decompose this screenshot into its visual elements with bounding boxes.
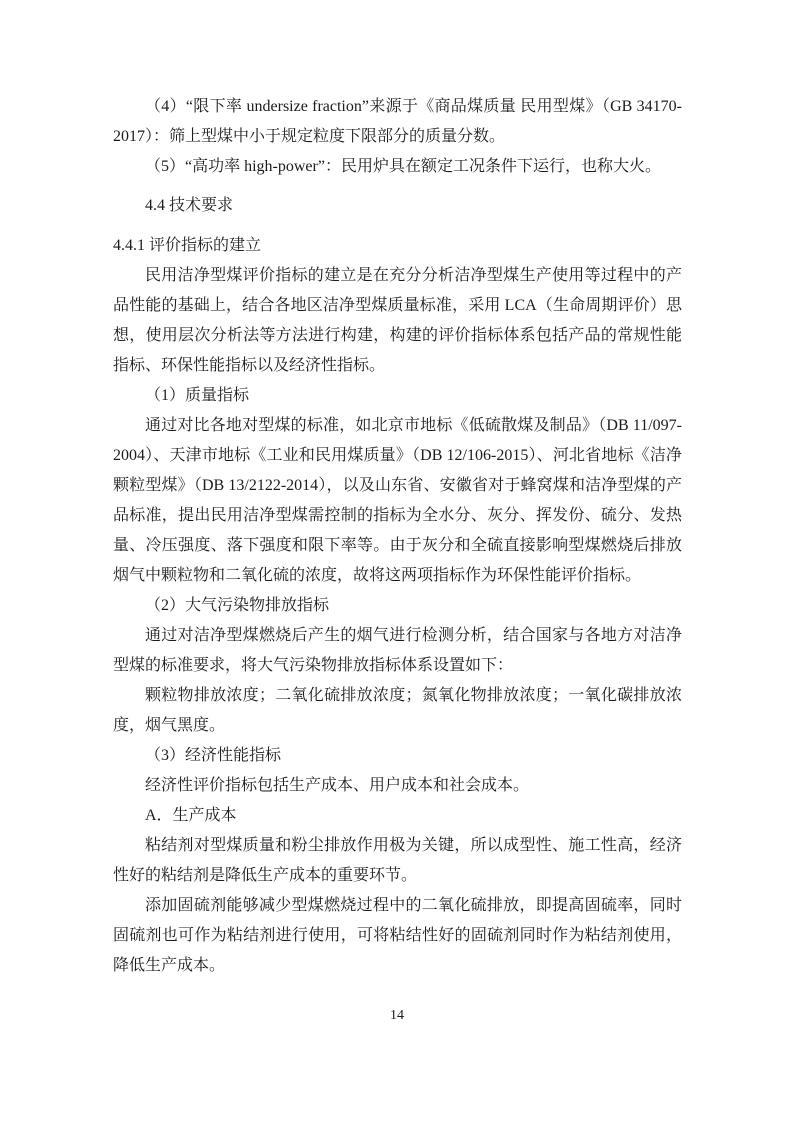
paragraph-quality-standards: 通过对比各地对型煤的标准，如北京市地标《低硫散煤及制品》（DB 11/097-2004）、天津市地标《工业和民用煤质量》（DB 12/106-2015）、河北省地标《洁净颗粒型煤》（DB 13/2122-2014），以及山东省、安徽省对于蜂窝煤和洁净型煤的产品标准，提出民用洁净型煤需控制的指标为全水分、灰分、挥发份、硫分、发热量、冷压强度、落下强度和限下率等。由于灰分和全硫直接影响型煤燃烧后排放烟气中颗粒物和二氧化硫的浓度，故将这两项指标作为环保性能评价指标。 [113, 417, 682, 584]
paragraph-emission-analysis: 通过对洁净型煤燃烧后产生的烟气进行检测分析，结合国家与各地方对洁净型煤的标准要求，将大气污染物排放指标体系设置如下： [113, 627, 682, 674]
page-number: 14 [390, 1008, 404, 1023]
paragraph-binder: 粘结剂对型煤质量和粉尘排放作用极为关键，所以成型性、施工性高，经济性好的粘结剂是降低生产成本的重要环节。 [113, 837, 682, 884]
paragraph-sulfur-fixing-agent: 添加固硫剂能够减少型煤燃烧过程中的二氧化硫排放，即提高固硫率，同时固硫剂也可作为粘结剂进行使用，可将粘结性好的固硫剂同时作为粘结剂使用，降低生产成本。 [113, 897, 682, 974]
item-heading-emission-indicator: （2）大气污染物排放指标 [145, 597, 330, 614]
paragraph-definition-highpower: （5）“高功率 high-power”：民用炉具在额定工况条件下运行，也称大火。 [145, 158, 661, 175]
item-heading-production-cost: A．生产成本 [145, 807, 237, 824]
document-body [113, 92, 682, 981]
item-heading-quality-indicator: （1）质量指标 [145, 387, 250, 404]
paragraph-emission-list: 颗粒物排放浓度；二氧化硫排放浓度；氮氧化物排放浓度；一氧化碳排放浓度，烟气黑度。 [113, 687, 682, 734]
section-heading-4-4: 4.4 技术要求 [145, 197, 234, 214]
paragraph-definition-undersize: （4）“限下率 undersize fraction”来源于《商品煤质量 民用型煤》（GB 34170-2017）：筛上型煤中小于规定粒度下限部分的质量分数。 [113, 98, 682, 145]
paragraph-indicator-establishment: 民用洁净型煤评价指标的建立是在充分分析洁净型煤生产使用等过程中的产品性能的基础上，结合各地区洁净型煤质量标准，采用 LCA（生命周期评价）思想，使用层次分析法等方法进行构建，构建的评价指标体系包括产品的常规性能指标、环保性能指标以及经济性指标。 [113, 267, 682, 374]
item-heading-economic-indicator: （3）经济性能指标 [145, 747, 282, 764]
paragraph-economic-indicators: 经济性评价指标包括生产成本、用户成本和社会成本。 [145, 777, 530, 794]
subsection-heading-4-4-1: 4.4.1 评价指标的建立 [113, 237, 262, 254]
